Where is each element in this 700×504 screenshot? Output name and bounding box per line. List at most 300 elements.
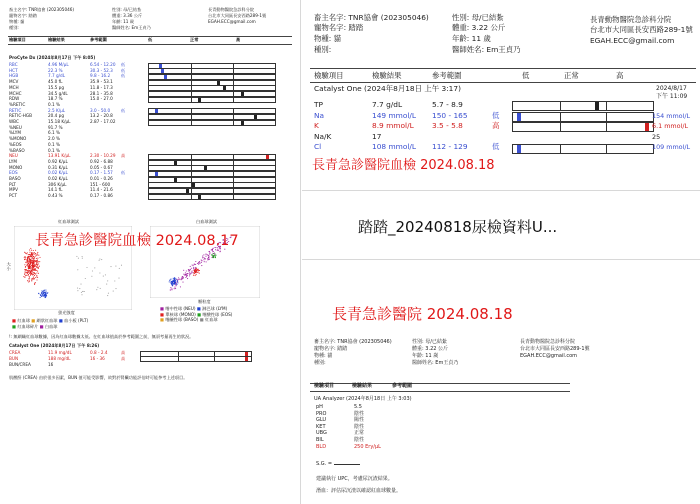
- rbc-dot: [27, 252, 28, 253]
- ua-item-6: BLD: [316, 443, 327, 450]
- col-high-header-2: 高: [616, 71, 624, 80]
- neu-dot: [203, 257, 204, 258]
- rbc-dot: [28, 260, 29, 261]
- fragment-dot: [99, 272, 100, 273]
- rbc-dot: [34, 264, 35, 265]
- neu-dot: [191, 272, 192, 273]
- cbc-result-11: 91.7 %: [48, 124, 63, 130]
- chem-bar-tick-high-1: [606, 112, 607, 122]
- neu-dot: [207, 259, 208, 260]
- chem-small-range-0: 0.8 - 2.4: [90, 350, 108, 355]
- doctor-line-2: 醫師姓名: Em王貞乃: [452, 45, 521, 54]
- owner-line-3: 畜主名字: TNR協會 (202305046): [314, 339, 392, 345]
- rbc-dot: [27, 258, 28, 259]
- header-rule-bottom: [8, 44, 292, 45]
- neu-dot: [177, 279, 178, 280]
- fragment-dot: [77, 290, 78, 291]
- cbc-result-21: 306 K/µL: [48, 181, 67, 187]
- cbc-item-15: %BASO: [9, 147, 25, 153]
- rbc-dot: [36, 255, 37, 256]
- neu-dot: [209, 253, 210, 254]
- cbc-result-13: 2.0 %: [48, 136, 60, 142]
- rbc-dot: [26, 270, 27, 271]
- rbc-dot: [31, 254, 32, 255]
- rbc-dot: [36, 272, 37, 273]
- neu-dot: [183, 274, 184, 275]
- rbc-dot: [24, 264, 25, 265]
- ua-item-0: pH: [316, 404, 323, 410]
- rbc-dot: [32, 278, 33, 279]
- fragment-dot: [76, 256, 77, 257]
- cbc-bar-marker-4: [223, 86, 226, 90]
- header-rule-2b: [310, 82, 696, 83]
- rbc-dot: [38, 273, 39, 274]
- prev-date: 2024/8/17: [656, 85, 687, 92]
- fragment-dot: [121, 265, 122, 266]
- neu-dot: [201, 260, 202, 261]
- chem-small-result-2: 16: [48, 361, 54, 367]
- cbc-flag-8: 低: [121, 107, 126, 113]
- neu-dot: [185, 277, 186, 278]
- eos-dot: [213, 256, 214, 257]
- neu-dot: [190, 274, 191, 275]
- rbc-dot: [32, 266, 33, 267]
- plt-dot: [43, 296, 44, 297]
- plt-dot: [38, 293, 39, 294]
- plt-dot: [44, 295, 45, 296]
- cbc-bar-23: [148, 194, 276, 200]
- rbc-dot: [37, 264, 38, 265]
- cbc-item-5: MCHC: [9, 90, 22, 96]
- neu-dot: [191, 268, 192, 269]
- cbc-item-7: %RETIC: [9, 101, 26, 107]
- neu-dot: [208, 257, 209, 258]
- lym-dot: [173, 278, 174, 279]
- cbc-result-16: 13.91 K/µL: [48, 153, 71, 159]
- chem-item-2: K: [314, 121, 319, 131]
- neu-dot: [181, 279, 182, 280]
- rbc-dot: [27, 270, 28, 271]
- col-normal-header: 正常: [190, 37, 199, 42]
- rbc-dot: [28, 258, 29, 259]
- weight-line-3: 體重: 3.22 公斤: [412, 346, 449, 352]
- rbc-dot: [36, 279, 37, 280]
- chem-bar-tick-high-4: [606, 144, 607, 154]
- plt-dot: [42, 293, 43, 294]
- cbc-range-4: 11.8 - 17.3: [90, 84, 113, 90]
- neu-dot: [178, 277, 179, 278]
- rbc-dot: [38, 263, 39, 264]
- mono-dot: [195, 269, 196, 270]
- neu-dot: [189, 272, 190, 273]
- cbc-item-11: %NEU: [9, 124, 22, 130]
- eos-dot: [215, 253, 216, 254]
- neu-dot: [203, 259, 204, 260]
- rbc-dot: [36, 267, 37, 268]
- col-item-header-2: 檢驗項目: [314, 71, 344, 80]
- chem-bar-tick-low-1: [560, 112, 561, 122]
- stamp-blood-0818: 長青急診醫院血檢 2024.08.18: [312, 158, 495, 173]
- rbc-dot: [32, 262, 33, 263]
- neu-dot: [175, 288, 176, 289]
- chem-small-analyzer: Catalyst One (2024年8月17日 下午 8:26): [9, 343, 100, 348]
- rbc-dot: [34, 266, 35, 267]
- neu-dot: [187, 273, 188, 274]
- plt-dot: [40, 294, 41, 295]
- rbc-dot: [38, 261, 39, 262]
- neu-dot: [205, 258, 206, 259]
- neu-dot: [179, 279, 180, 280]
- eos-dot: [212, 255, 213, 256]
- rbc-dot: [29, 277, 30, 278]
- rbc-dot: [29, 267, 30, 268]
- neu-dot: [207, 258, 208, 259]
- plt-dot: [46, 295, 47, 296]
- plt-dot: [41, 295, 42, 296]
- rbc-dot: [34, 283, 35, 284]
- rbc-dot: [34, 261, 35, 262]
- cbc-result-14: 0.1 %: [48, 141, 60, 147]
- neu-dot: [201, 265, 202, 266]
- cbc-analyzer: ProCyte Dx (2024年8月17日 下午 8:05): [9, 55, 96, 60]
- eos-dot: [215, 257, 216, 258]
- cbc-range-1: 30.3 - 52.3: [90, 67, 113, 73]
- eos-dot: [215, 255, 216, 256]
- mono-dot: [196, 270, 197, 271]
- chem-prev-3: 25: [652, 132, 661, 141]
- lym-dot: [176, 279, 177, 280]
- rbc-dot: [35, 256, 36, 257]
- hospital-address-3: 台北市大同區長安西路289-1號: [520, 346, 590, 352]
- rbc-dot: [31, 279, 32, 280]
- cbc-item-9: RETIC-HGB: [9, 113, 33, 119]
- eos-dot: [213, 257, 214, 258]
- neu-dot: [187, 278, 188, 279]
- lym-dot: [174, 283, 175, 284]
- rbc-dot: [28, 256, 29, 257]
- lym-dot: [172, 285, 173, 286]
- owner-line: 畜主名字: TNR協會 (202305046): [9, 7, 75, 12]
- cbc-bar-6: [148, 97, 276, 103]
- lym-dot: [177, 281, 178, 282]
- rbc-dot: [36, 270, 37, 271]
- neu-dot: [205, 256, 206, 257]
- rbc-dot: [33, 272, 34, 273]
- doctor-line-3: 醫師姓名: Em王貞乃: [412, 360, 459, 366]
- rbc-dot: [24, 272, 25, 273]
- neu-dot: [193, 267, 194, 268]
- mono-dot: [197, 272, 198, 273]
- neu-dot: [171, 288, 172, 289]
- cbc-item-8: RETIC: [9, 107, 22, 113]
- chem-report-0818: [302, 0, 700, 190]
- chem-large-analyzer: Catalyst One (2024年8月18日 上午 3:17): [314, 84, 461, 93]
- cbc-range-16: 2.30 - 10.29: [90, 153, 116, 159]
- rbc-dot: [39, 257, 40, 258]
- cbc-item-19: EOS: [9, 170, 18, 176]
- rbc-dot: [30, 260, 31, 261]
- neu-dot: [209, 251, 210, 252]
- rbc-dot: [35, 261, 36, 262]
- cbc-result-19: 0.02 K/µL: [48, 170, 68, 176]
- fragment-dot: [108, 293, 109, 294]
- rbc-dot: [34, 252, 35, 253]
- neu-dot: [176, 285, 177, 286]
- chem-bar-tick-high-2: [606, 122, 607, 132]
- col-range-header-3: 參考範圍: [392, 383, 413, 389]
- lym-dot: [171, 282, 172, 283]
- rbc-dot: [27, 280, 28, 281]
- rbc-dot: [30, 266, 31, 267]
- cbc-item-4: MCH: [9, 84, 19, 90]
- fragment-dot: [113, 291, 114, 292]
- plt-dot: [43, 290, 44, 291]
- chem-result-4: 108 mmol/L: [372, 142, 417, 152]
- rbc-dot: [28, 271, 29, 272]
- fragment-dot: [86, 267, 87, 268]
- rbc-dot: [32, 274, 33, 275]
- plt-dot: [42, 291, 43, 292]
- col-item-header-3: 檢驗項目: [314, 383, 335, 389]
- ua-result-4: 正常: [354, 430, 365, 437]
- neu-dot: [207, 254, 208, 255]
- col-low-header: 低: [148, 37, 153, 42]
- rbc-dot: [31, 255, 32, 256]
- vertical-divider: [300, 0, 301, 504]
- fragment-dot: [96, 289, 97, 290]
- fragment-dot: [105, 274, 106, 275]
- rbc-dot: [34, 262, 35, 263]
- rbc-dot: [38, 267, 39, 268]
- header-rule-3: [310, 383, 570, 384]
- chem-small-item-0: CREA: [9, 350, 21, 355]
- cbc-result-23: 0.43 %: [48, 193, 63, 199]
- cbc-item-21: PLT: [9, 181, 16, 187]
- fragment-dot: [77, 288, 78, 289]
- mono-dot: [198, 271, 199, 272]
- fragment-dot: [81, 294, 82, 295]
- cbc-bar-marker-9: [254, 115, 257, 119]
- cbc-item-14: %EOS: [9, 141, 22, 147]
- cbc-bar-marker-21: [192, 183, 195, 187]
- neu-dot: [188, 270, 189, 271]
- cbc-result-17: 0.92 K/µL: [48, 158, 68, 164]
- mono-dot: [193, 270, 194, 271]
- cbc-range-5: 28.1 - 35.8: [90, 90, 113, 96]
- chem-small-item-1: BUN: [9, 355, 19, 361]
- cbc-bar-marker-18: [204, 166, 207, 170]
- rbc-dot: [34, 273, 35, 274]
- fragment-dot: [107, 295, 108, 296]
- cbc-range-9: 13.2 - 20.8: [90, 113, 113, 119]
- lym-dot: [177, 282, 178, 283]
- sex-line-2: 性別: 母/已結紮: [452, 13, 504, 22]
- chem-range-4: 112 - 129: [432, 142, 468, 152]
- hospital-email: EGAH.ECC@gmail.com: [208, 19, 256, 24]
- chem-small-flag-0: 高: [121, 350, 126, 355]
- fragment-dot: [80, 284, 81, 285]
- neu-dot: [219, 251, 220, 252]
- rbc-dot: [26, 262, 27, 263]
- neu-dot: [174, 287, 175, 288]
- cbc-result-6: 18.7 %: [48, 96, 63, 102]
- rbc-xlabel: 螢光強度: [58, 310, 75, 315]
- rbc-dot: [32, 264, 33, 265]
- breed-line: 種別:: [9, 25, 19, 30]
- rbc-dot: [30, 248, 31, 249]
- cbc-bar-marker-8: [155, 109, 158, 113]
- cbc-result-3: 45.0 fL: [48, 79, 63, 85]
- pet-line-2: 寵物名字: 踏踏: [314, 23, 364, 32]
- rbc-dot: [29, 276, 30, 277]
- chem-flag-2: 高: [492, 121, 500, 131]
- cbc-item-12: %LYM: [9, 130, 21, 136]
- neu-dot: [212, 251, 213, 252]
- cbc-flag-2: 低: [121, 73, 126, 79]
- cbc-flag-0: 低: [121, 62, 126, 67]
- cbc-result-18: 0.31 K/µL: [48, 164, 68, 170]
- chem-item-4: Cl: [314, 142, 322, 152]
- neu-dot: [180, 286, 181, 287]
- chem-bar-marker-2: [645, 123, 649, 131]
- chem-flag-4: 低: [492, 142, 500, 152]
- rbc-dot: [35, 253, 36, 254]
- chem-bar-tick-low-4: [560, 144, 561, 154]
- neu-dot: [198, 264, 199, 265]
- rbc-dot: [33, 276, 34, 277]
- chem-flag-1: 低: [492, 110, 500, 120]
- fragment-dot: [81, 292, 82, 293]
- chem-prev-2: 6.1 mmol/L: [652, 122, 689, 131]
- chem-small-marker-0: [245, 352, 248, 356]
- rbc-dot: [36, 258, 37, 259]
- rbc-dot: [24, 252, 25, 253]
- cbc-range-20: 0.01 - 0.26: [90, 176, 113, 181]
- species-line: 物種: 貓: [9, 19, 25, 24]
- mono-dot: [195, 275, 196, 276]
- fragment-dot: [103, 276, 104, 277]
- chem-range-0: 5.7 - 8.9: [432, 100, 463, 109]
- neu-dot: [186, 270, 187, 271]
- hospital-email-3: EGAH.ECC@gmail.com: [520, 353, 578, 359]
- ua-item-1: PRO: [316, 410, 327, 417]
- chem-bar-marker-4: [517, 145, 521, 153]
- neu-dot: [199, 263, 200, 264]
- cbc-range-0: 6.54 - 12.20: [90, 62, 116, 67]
- rbc-dot: [26, 269, 27, 270]
- neu-dot: [185, 274, 186, 275]
- cbc-range-21: 151 - 600: [90, 181, 111, 187]
- wbc-scatter-title: 白血球測試: [196, 219, 217, 224]
- rbc-dot: [33, 265, 34, 266]
- col-item-header: 檢驗項目: [9, 37, 26, 42]
- lym-dot: [174, 279, 175, 280]
- rbc-dot: [29, 249, 30, 250]
- cbc-bar-marker-17: [174, 161, 177, 165]
- rbc-dot: [29, 252, 30, 253]
- ua-item-5: BIL: [316, 437, 324, 443]
- ua-item-3: KET: [316, 423, 326, 430]
- ua-analyzer: UA Analyzer (2024年8月18日 上午 3:03): [314, 396, 412, 402]
- neu-dot: [183, 270, 184, 271]
- fragment-dot: [115, 266, 116, 267]
- fragment-dot: [118, 278, 119, 279]
- chem-item-0: TP: [314, 100, 323, 109]
- chem-range-2: 3.5 - 5.8: [432, 121, 463, 131]
- fragment-dot: [84, 291, 85, 292]
- rbc-dot: [32, 257, 33, 258]
- chem-large-table: [302, 100, 700, 156]
- species-line-2: 物種: 貓: [314, 34, 342, 43]
- stamp-urine-0818: 長青急診醫院 2024.08.18: [332, 305, 513, 323]
- col-result-header-3: 檢驗結果: [352, 383, 373, 389]
- cbc-table: [0, 62, 300, 198]
- neu-dot: [205, 254, 206, 255]
- ua-item-2: GLU: [316, 417, 327, 424]
- cbc-bar-marker-23: [198, 195, 201, 199]
- fragment-dot: [97, 287, 98, 288]
- rbc-dot: [31, 256, 32, 257]
- breed-line-2: 種別:: [314, 45, 332, 54]
- rbc-dot: [38, 268, 39, 269]
- neu-dot: [182, 282, 183, 283]
- cbc-range-23: 0.17 - 0.86: [90, 193, 113, 199]
- cbc-flag-16: 高: [121, 153, 126, 159]
- cbc-bar-marker-0: [159, 64, 162, 68]
- mono-dot: [195, 272, 196, 273]
- rbc-dot: [31, 265, 32, 266]
- owner-line-2: 畜主名字: TNR協會 (202305046): [314, 13, 429, 22]
- cbc-item-10: WBC: [9, 119, 19, 124]
- neu-dot: [182, 276, 183, 277]
- rbc-dot: [37, 271, 38, 272]
- rbc-dot: [24, 259, 25, 260]
- neu-dot: [190, 266, 191, 267]
- cbc-bar-marker-20: [174, 178, 177, 182]
- rbc-dot: [31, 250, 32, 251]
- cbc-range-17: 0.92 - 6.88: [90, 158, 113, 164]
- rbc-dot: [29, 254, 30, 255]
- fragment-dot: [107, 280, 108, 281]
- weight-line: 體重: 3.36 公斤: [112, 13, 143, 18]
- cbc-bar-marker-19: [155, 172, 158, 176]
- plt-dot: [45, 292, 46, 293]
- neu-dot: [202, 256, 203, 257]
- hospital-name: 長青動物醫院急診科分院: [208, 7, 255, 12]
- chem-bar-2: [512, 122, 654, 132]
- fragment-dot: [79, 288, 80, 289]
- rbc-dot: [25, 275, 26, 276]
- rbc-dot: [27, 264, 28, 265]
- chem-bar-marker-0: [595, 102, 599, 110]
- cbc-result-20: 0.02 K/µL: [48, 176, 68, 181]
- plt-dot: [41, 296, 42, 297]
- urine-file-caption: 踏踏_20240818尿檢資料U...: [358, 218, 558, 236]
- rbc-dot: [26, 272, 27, 273]
- sex-line: 性別: 母/已結紮: [112, 7, 142, 12]
- cbc-range-3: 35.9 - 53.1: [90, 79, 113, 85]
- chem-result-0: 7.7 g/dL: [372, 100, 403, 109]
- plt-dot: [45, 290, 46, 291]
- ua-item-4: UBG: [316, 430, 327, 437]
- rbc-dot: [25, 253, 26, 254]
- cbc-range-8: 3.0 - 50.0: [90, 107, 111, 113]
- chem-small-bar-1: [140, 356, 252, 362]
- col-low-header-2: 低: [522, 71, 530, 80]
- cbc-flag-1: 低: [121, 67, 126, 73]
- lym-dot: [174, 282, 175, 283]
- chem-small-table: [0, 350, 300, 370]
